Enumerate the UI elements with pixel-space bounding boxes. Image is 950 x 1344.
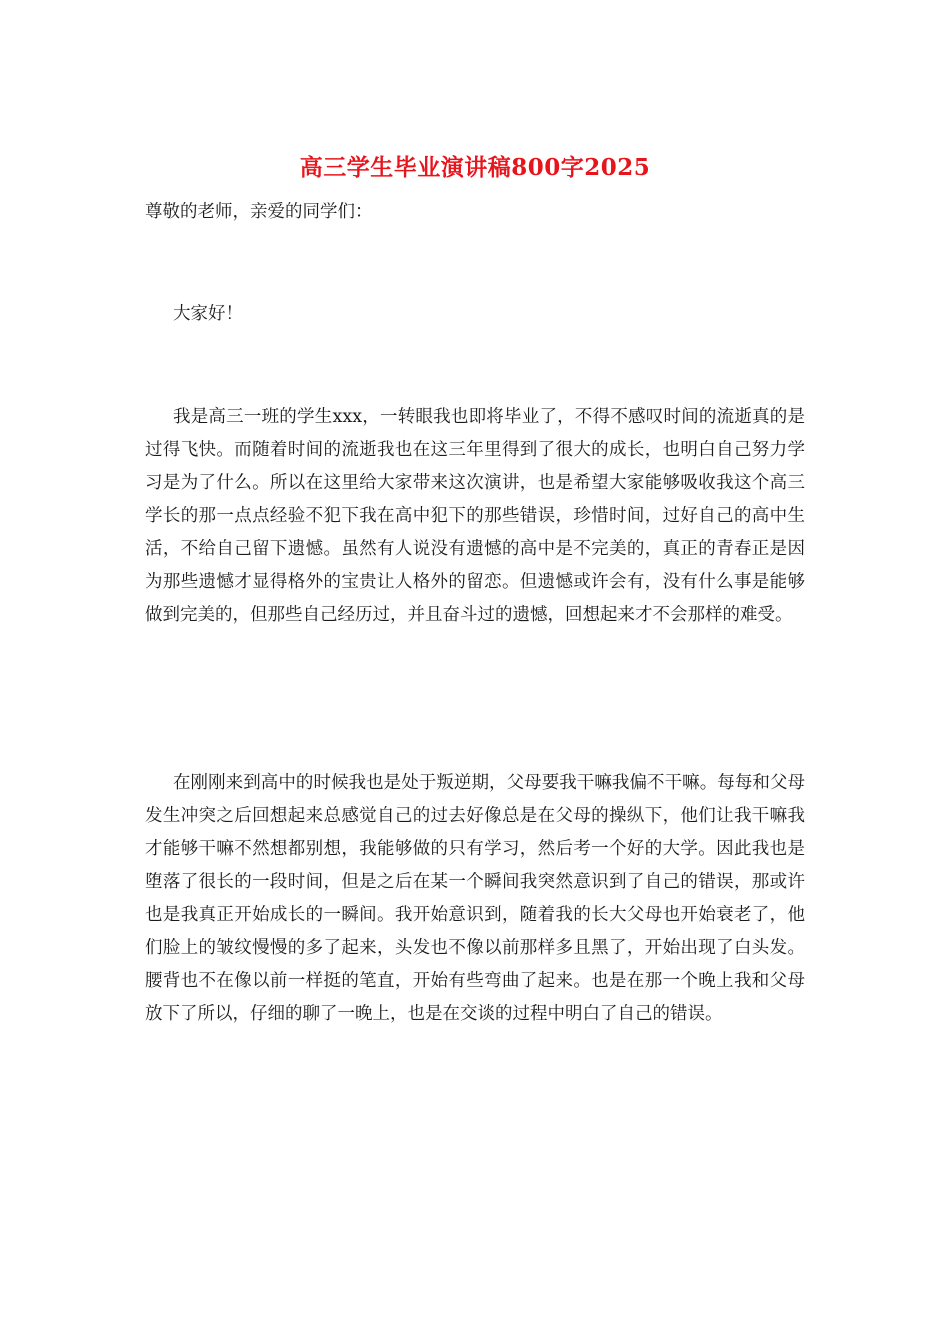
body-paragraph-2: 在刚刚来到高中的时候我也是处于叛逆期，父母要我干嘛我偏不干嘛。每每和父母发生冲突之后回想起来总感觉自己的过去好像总是在父母的操纵下，他们让我干嘛我才能够干嘛不然想都别想，我能够做的只有学习，然后考一个好的大学。因此我也是堕落了很长的一段时间，但是之后在某一个瞬间我突然意识到了自己的错误，那或许也是我真正开始成长的一瞬间。我开始意识到，随着我的长大父母也开始衰老了，他们脸上的皱纹慢慢的多了起来，头发也不像以前那样多且黑了，开始出现了白头发。腰背也不在像以前一样挺的笔直，开始有些弯曲了起来。也是在那一个晚上我和父母放下了所以，仔细的聊了一晚上，也是在交谈的过程中明白了自己的错误。 bbox=[145, 773, 805, 1024]
document-title: 高三学生毕业演讲稿800字2025 bbox=[299, 154, 651, 181]
greeting: 大家好！ bbox=[173, 304, 243, 324]
body-paragraph-1: 我是高三一班的学生xxx，一转眼我也即将毕业了，不得不感叹时间的流逝真的是过得飞快。而随着时间的流逝我也在这三年里得到了很大的成长，也明白自己努力学习是为了什么。所以在这里给大家带来这次演讲，也是希望大家能够吸收我这个高三学长的那一点点经验不犯下我在高中犯下的那些错误，珍惜时间，过好自己的高中生活，不给自己留下遗憾。虽然有人说没有遗憾的高中是不完美的，真正的青春正是因为那些遗憾才显得格外的宝贵让人格外的留恋。但遗憾或许会有，没有什么事是能够做到完美的，但那些自己经历过，并且奋斗过的遗憾，回想起来才不会那样的难受。 bbox=[145, 407, 805, 625]
salutation: 尊敬的老师，亲爱的同学们： bbox=[145, 202, 373, 222]
